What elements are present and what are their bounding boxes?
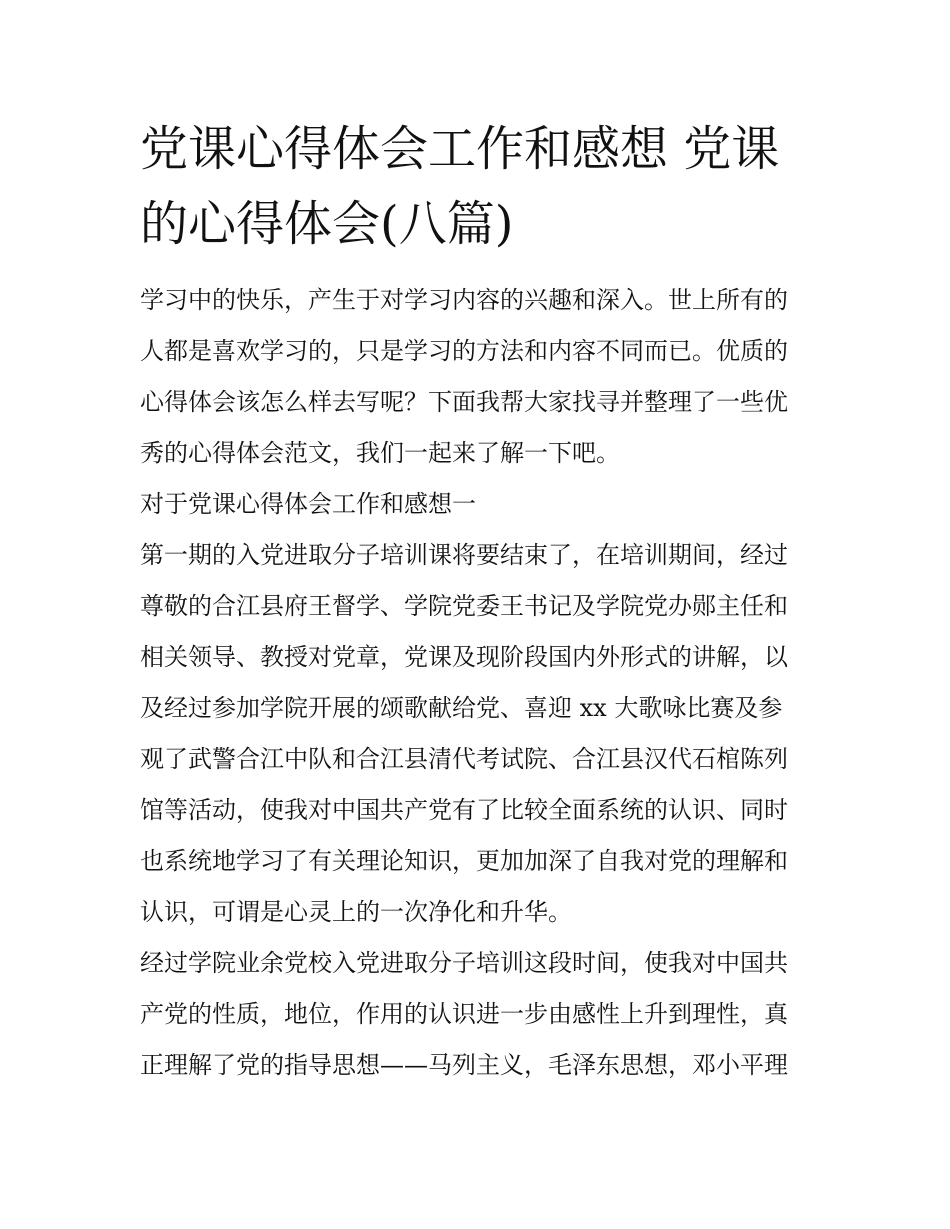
section-heading: 对于党课心得体会工作和感想一 [140,490,476,518]
intro-line-4: 秀的心得体会范文，我们一起来了解一下吧。 [140,439,620,467]
body-line-2: 尊敬的合江县府王督学、学院党委王书记及学院党办郧主任和 [140,592,788,620]
intro-line-1: 学习中的快乐，产生于对学习内容的兴趣和深入。世上所有的 [140,286,788,314]
document-title [140,112,820,262]
body-line-1: 第一期的入党进取分子培训课将要结束了，在培训期间，经过 [140,541,788,569]
body-line-11: 正理解了党的指导思想——马列主义，毛泽东思想，邓小平理 [140,1051,788,1079]
body-line-7: 也系统地学习了有关理论知识，更加加深了自我对党的理解和 [140,847,788,875]
body-line-6: 馆等活动，使我对中国共产党有了比较全面系统的认识、同时 [140,796,788,824]
body-line-8: 认识，可谓是心灵上的一次净化和升华。 [140,898,572,926]
intro-line-3: 心得体会该怎么样去写呢？下面我帮大家找寻并整理了一些优 [140,388,788,416]
body-line-10: 产党的性质，地位，作用的认识进一步由感性上升到理性，真 [140,1000,788,1028]
body-line-4: 及经过参加学院开展的颂歌献给党、喜迎 xx 大歌咏比赛及参 [140,694,783,722]
title-line-1: 党课心得体会工作和感想 党课 [140,121,780,177]
title-line-2: 的心得体会(八篇) [140,196,514,252]
body-line-9: 经过学院业余党校入党进取分子培训这段时间，使我对中国共 [140,949,788,977]
intro-line-2: 人都是喜欢学习的，只是学习的方法和内容不同而已。优质的 [140,337,788,365]
body-line-3: 相关领导、教授对党章，党课及现阶段国内外形式的讲解，以 [140,643,788,671]
body-line-5: 观了武警合江中队和合江县清代考试院、合江县汉代石棺陈列 [140,745,788,773]
